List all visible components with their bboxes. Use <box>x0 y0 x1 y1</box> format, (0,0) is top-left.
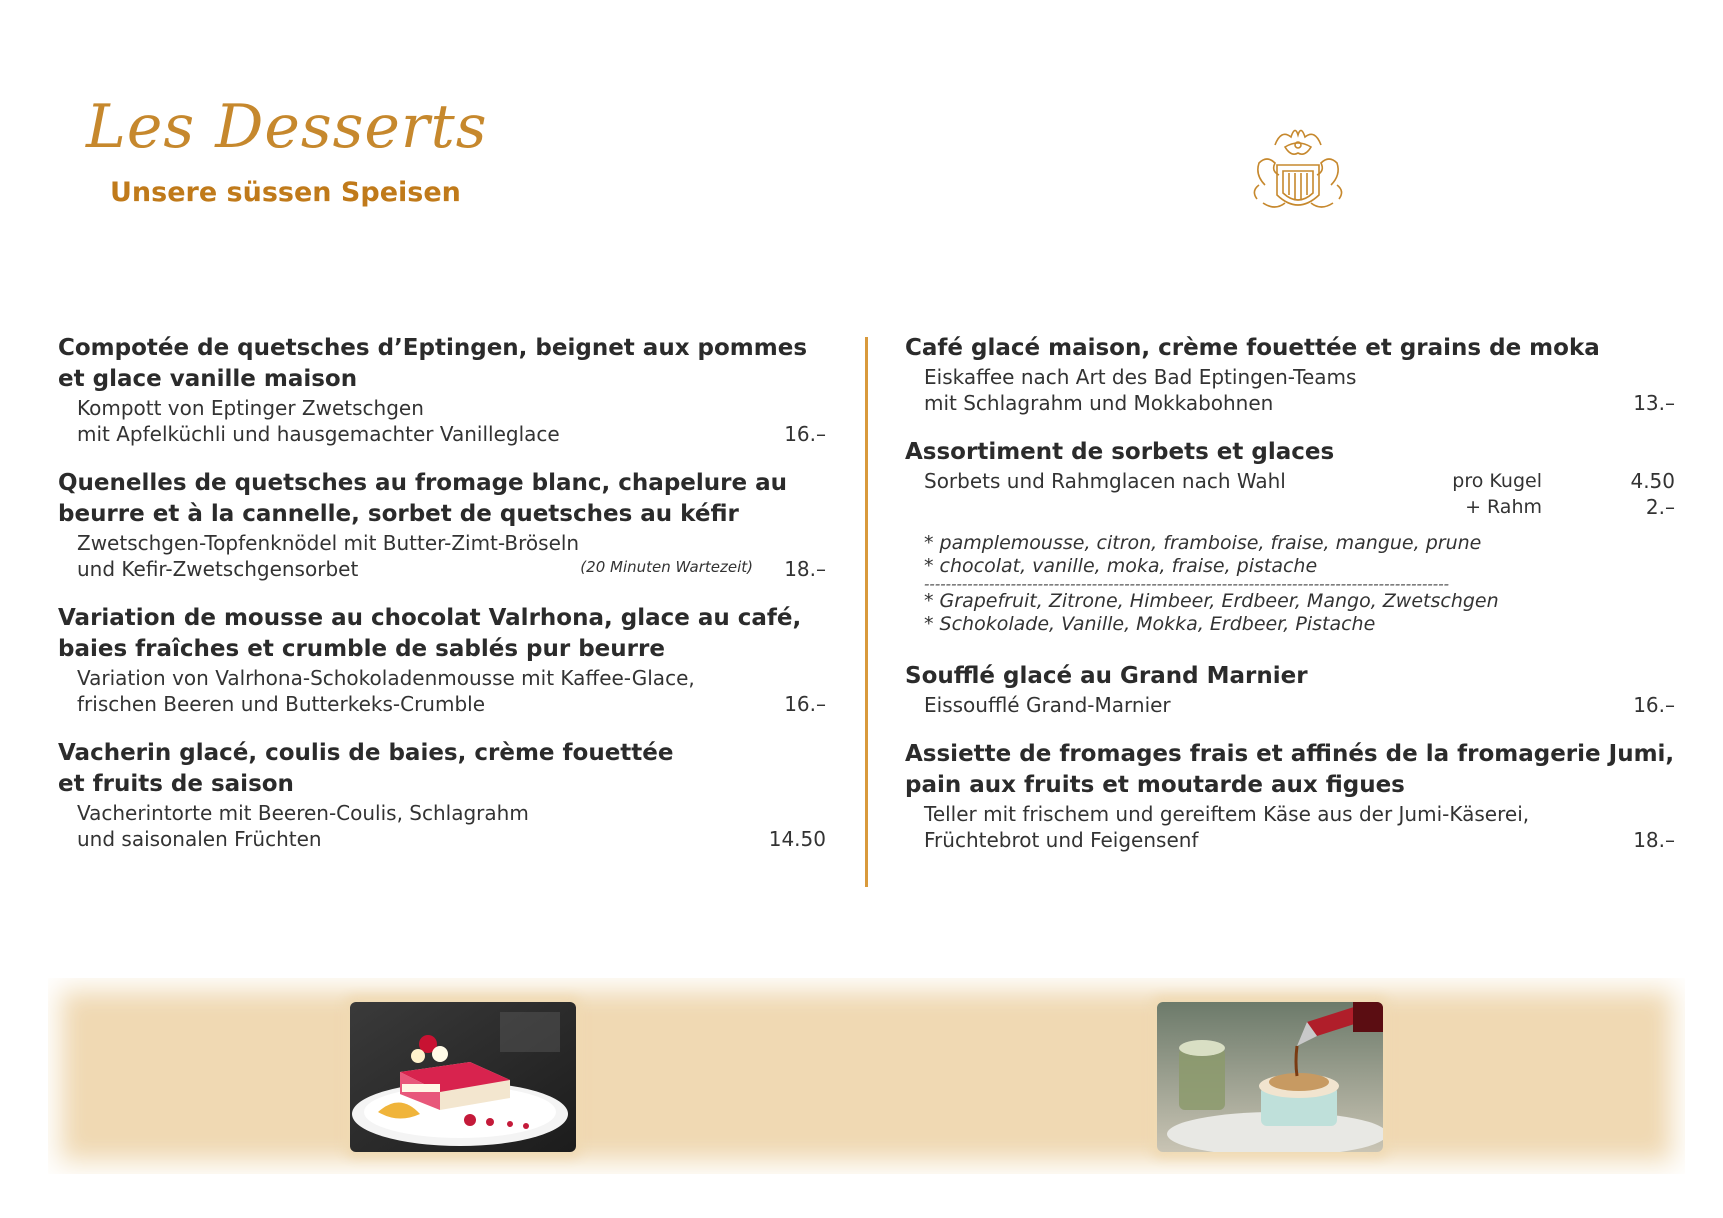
coat-of-arms-logo <box>1245 115 1351 223</box>
unit-label: + Rahm <box>1465 496 1542 518</box>
price: 14.50 <box>768 827 826 851</box>
dessert-list-right <box>905 333 1675 874</box>
price: 13.– <box>1633 391 1675 415</box>
menu-item <box>58 603 826 717</box>
menu-item <box>905 661 1675 718</box>
menu-item <box>905 333 1675 416</box>
page-subtitle: Unsere süssen Speisen <box>110 177 461 208</box>
dish-name-french: Assortiment de sorbets et glaces <box>905 439 1335 465</box>
dish-name-german: Eiskaffee nach Art des Bad Eptingen-Teams mit Schlagrahm und Mokkabohnen 13.– <box>924 365 1675 415</box>
dessert-cake-photo <box>350 1002 576 1152</box>
price: 16.– <box>784 692 826 716</box>
dish-name-german: Zwetschgen-Topfenknödel mit Butter-Zimt-Bröseln und Kefir-Zwetschgensorbet (20 Minuten Wartezeit) 18.– <box>77 531 826 581</box>
dish-name-german: Sorbets und Rahmglacen nach Wahl pro Kugel 4.50 + Rahm 2.– <box>924 469 1675 519</box>
price: 4.50 <box>1630 469 1675 493</box>
dish-name-german: Kompott von Eptinger Zwetschgen mit Apfelküchli und hausgemachter Vanilleglace 16.– <box>77 396 826 446</box>
column-divider <box>865 337 868 887</box>
dessert-list-left <box>58 333 826 873</box>
menu-item <box>58 333 826 447</box>
photo-band <box>48 978 1685 1174</box>
waiting-time-note: (20 Minuten Wartezeit) <box>580 558 753 576</box>
dish-name-german: Eissoufflé Grand-Marnier 16.– <box>924 693 1675 717</box>
price: 18.– <box>1633 828 1675 852</box>
dish-name-german: Vacherintorte mit Beeren-Coulis, Schlagrahm und saisonalen Früchten 14.50 <box>77 801 826 851</box>
unit-label: pro Kugel <box>1452 470 1542 492</box>
dish-name-french: Compotée de quetsches d’Eptingen, beignet aux pommes et glace vanille maison <box>58 335 808 392</box>
page-title: Les Desserts <box>86 92 488 162</box>
dish-name-french: Café glacé maison, crème fouettée et grains de moka <box>905 335 1600 361</box>
menu-item <box>58 468 826 582</box>
dish-name-german: Teller mit frischem und gereiftem Käse aus der Jumi-Käserei, Früchtebrot und Feigensenf 18.– <box>924 802 1675 852</box>
menu-item <box>905 437 1675 636</box>
price: 18.– <box>784 557 826 581</box>
flavor-separator: ------------------------------------------------------------------------------------------------- <box>924 578 1450 590</box>
price: 16.– <box>784 422 826 446</box>
dish-name-french: Variation de mousse au chocolat Valrhona, glace au café, baies fraîches et crumble de sablés pur beurre <box>58 605 802 662</box>
dish-name-french: Soufflé glacé au Grand Marnier <box>905 663 1308 689</box>
dish-name-french: Assiette de fromages frais et affinés de la fromagerie Jumi, pain aux fruits et moutarde aux figues <box>905 741 1675 798</box>
flavor-list: * pamplemousse, citron, framboise, fraise, mangue, prune * chocolat, vanille, moka, fraise, pistache ------------------------------------------------------------------------------------------------- * Grapefruit, Zitrone, Himbeer, Erdbeer, Mango, Zwetschgen * Schokolade, Vanille, Mokka, Erdbeer, Pistache <box>924 532 1499 635</box>
dish-name-german: Variation von Valrhona-Schokoladenmousse mit Kaffee-Glace, frischen Beeren und Butterkeks-Crumble 16.– <box>77 666 826 716</box>
menu-item <box>905 739 1675 853</box>
souffle-pour-photo <box>1157 1002 1383 1152</box>
menu-item <box>58 738 826 852</box>
dish-name-french: Vacherin glacé, coulis de baies, crème fouettée et fruits de saison <box>58 740 674 797</box>
price: 16.– <box>1633 693 1675 717</box>
dish-name-french: Quenelles de quetsches au fromage blanc, chapelure au beurre et à la cannelle, sorbet de quetsches au kéfir <box>58 470 787 527</box>
price: 2.– <box>1645 495 1675 519</box>
